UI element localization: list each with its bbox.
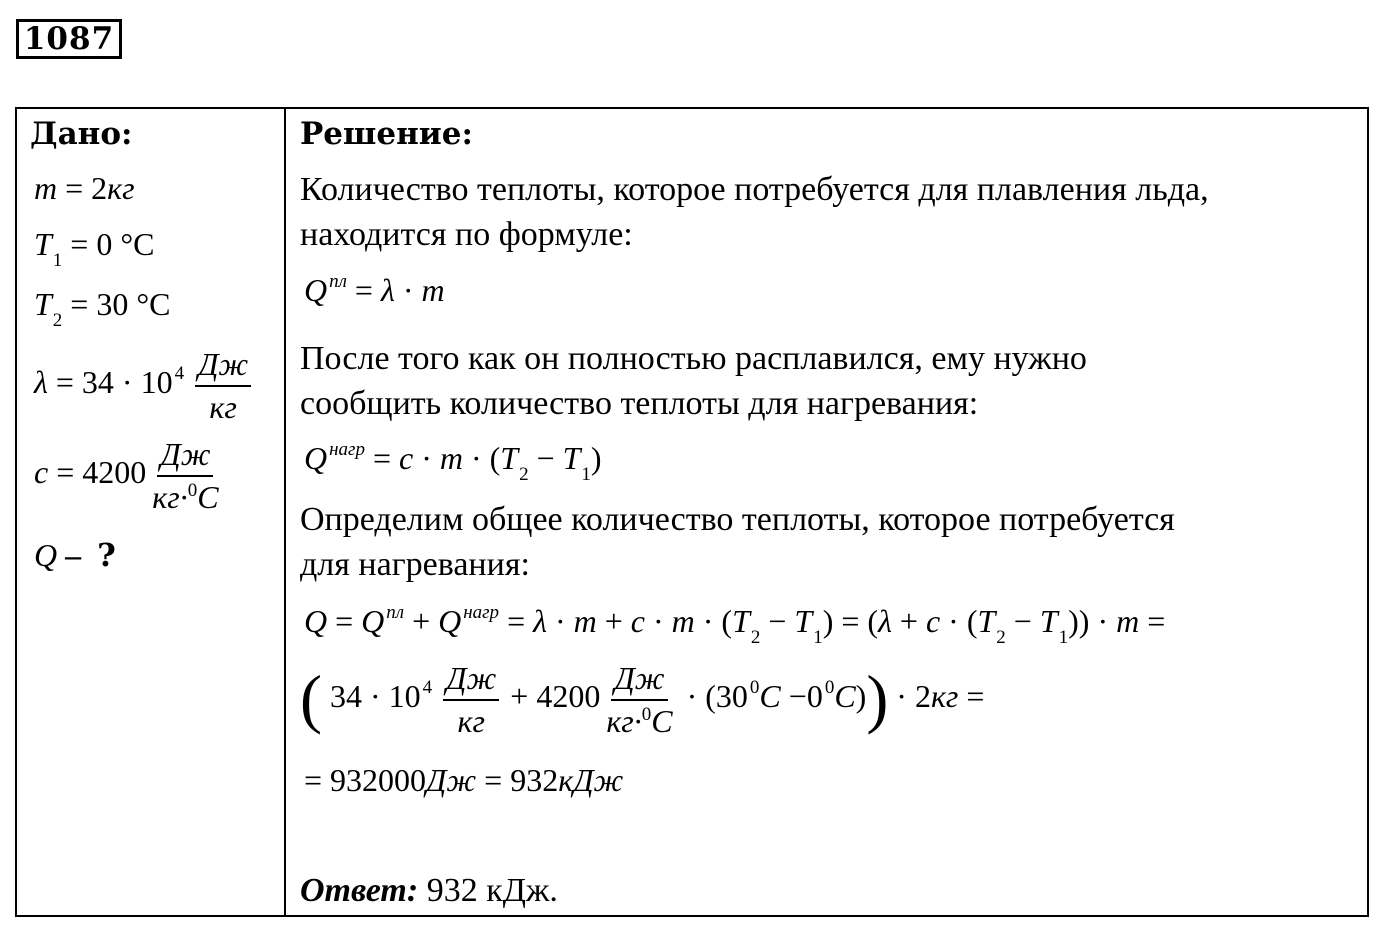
result-joules: 932000 (330, 762, 427, 798)
solution-paragraph-3 (300, 497, 1175, 587)
sub-lambda-exp: 4 (422, 676, 433, 698)
c-value: 4200 (82, 453, 147, 490)
lambda-unit (195, 348, 251, 423)
question-mark: ? (97, 536, 116, 574)
formula-q-melt: Q $^{пл}$ = λ · m (304, 271, 445, 308)
total-heat-sup: нагр (463, 602, 500, 623)
given-mass: m = 2кг (34, 170, 135, 206)
sub-t1-deg: 0 (824, 676, 835, 698)
sub-c-unit-den-c: C (651, 703, 673, 739)
result-joules-unit: Дж (426, 762, 477, 798)
c-unit-num: Дж (157, 438, 213, 477)
solution-paragraph-2 (300, 336, 1087, 426)
solution-paragraph-1 (300, 167, 1209, 257)
p2-line2: сообщить количество теплоты для нагревания: (300, 385, 979, 422)
mass-unit: кг (107, 170, 135, 206)
q-melt-sup: пл (329, 271, 347, 292)
c-unit-den-exp: 0 (187, 480, 198, 501)
given-lambda: λ = 34 · 10 $^4$ $\frac{Дж}{кг}$ (34, 348, 254, 423)
solution-header: Решение: (300, 116, 473, 152)
formula-q-heat: Q $^{нагр} = c \cdot m \cdot (T_2 - T_1)$ (304, 439, 602, 485)
lambda-pow: 10 (140, 363, 173, 400)
sub-c-value: 4200 (536, 677, 601, 714)
sub-mass-unit: кг (930, 677, 959, 714)
p3-line2: для нагревания: (300, 546, 530, 583)
p1-line1: Количество теплоты, которое потребуется для плавления льда, (300, 171, 1209, 208)
sub-c-unit-num: Дж (611, 662, 667, 701)
given-header: Дано: (30, 116, 133, 152)
lambda-unit-num: Дж (195, 348, 251, 387)
sub-t2-deg: 0 (749, 676, 760, 698)
c-unit-den-c: C (197, 479, 219, 515)
sub-t1: 0 (806, 677, 823, 714)
lambda-coef: 34 (81, 363, 114, 400)
column-divider (284, 107, 286, 917)
given-t2: $T_2 = 30$ °C (34, 286, 171, 331)
sub-t2: 30 (715, 677, 748, 714)
sub-lambda-unit-den: кг (457, 703, 485, 739)
t2-value: 30 °C (96, 286, 171, 322)
formula-substitution: ( 34 · 10 $^4$ $\frac{Дж}{кг}$ + 4200 $\frac{Дж}{кг\cdot^0C}$ · (30 $^0$C −0 $^0$C)) · 2кг = (300, 660, 985, 739)
sub-c-unit (603, 662, 675, 737)
result-kilojoules: 932 (510, 762, 559, 798)
answer-value: 932 кДж. (426, 872, 558, 909)
given-c: c = 4200 $\frac{Дж}{кг\cdot^0C}$ (34, 438, 225, 513)
t1-value: 0 °C (96, 226, 155, 262)
sub-lambda-pow: 10 (388, 677, 421, 714)
q-heat-sup: нагр (329, 439, 365, 460)
c-unit-den-kg: кг· (152, 479, 188, 515)
result-kilojoules-unit: кДж (558, 762, 624, 798)
sub-c-unit-den (603, 701, 675, 737)
sub-c-unit-den-exp: 0 (641, 704, 652, 725)
p3-line1: Определим общее количество теплоты, которое потребуется (300, 501, 1175, 538)
sub-lambda-unit-num: Дж (443, 662, 499, 701)
sub-c-unit-den-kg: кг· (606, 703, 642, 739)
c-unit-den (149, 477, 221, 513)
formula-total: Q = Q $^{пл}$ + Q $^{нагр} = \lambda \cdot m + c \cdot m \cdot (T_2 - T_1) = (\lambda + c \cdot (T_2 - T_1)) \cdot m$ = (304, 602, 1166, 648)
mass-value: 2 (91, 170, 108, 206)
sub-lambda-coef: 34 (329, 677, 362, 714)
problem-number: 1087 (16, 19, 122, 59)
given-t1: $T_1 = 0$ °C (34, 226, 155, 271)
c-unit (149, 438, 221, 513)
formula-result: = 932000Дж = 932кДж (304, 762, 624, 798)
answer-label: Ответ: (300, 872, 419, 909)
given-question: Q – ? (34, 536, 116, 574)
lambda-unit-den: кг (209, 389, 237, 425)
sub-lambda-unit (443, 662, 499, 737)
p1-line2: находится по формуле: (300, 216, 633, 253)
total-melt-sup: пл (386, 602, 405, 623)
sub-mass: 2 (914, 677, 931, 714)
answer-line (300, 872, 558, 910)
p2-line1: После того как он полностью расплавился, ему нужно (300, 340, 1087, 377)
lambda-exp: 4 (174, 362, 185, 384)
